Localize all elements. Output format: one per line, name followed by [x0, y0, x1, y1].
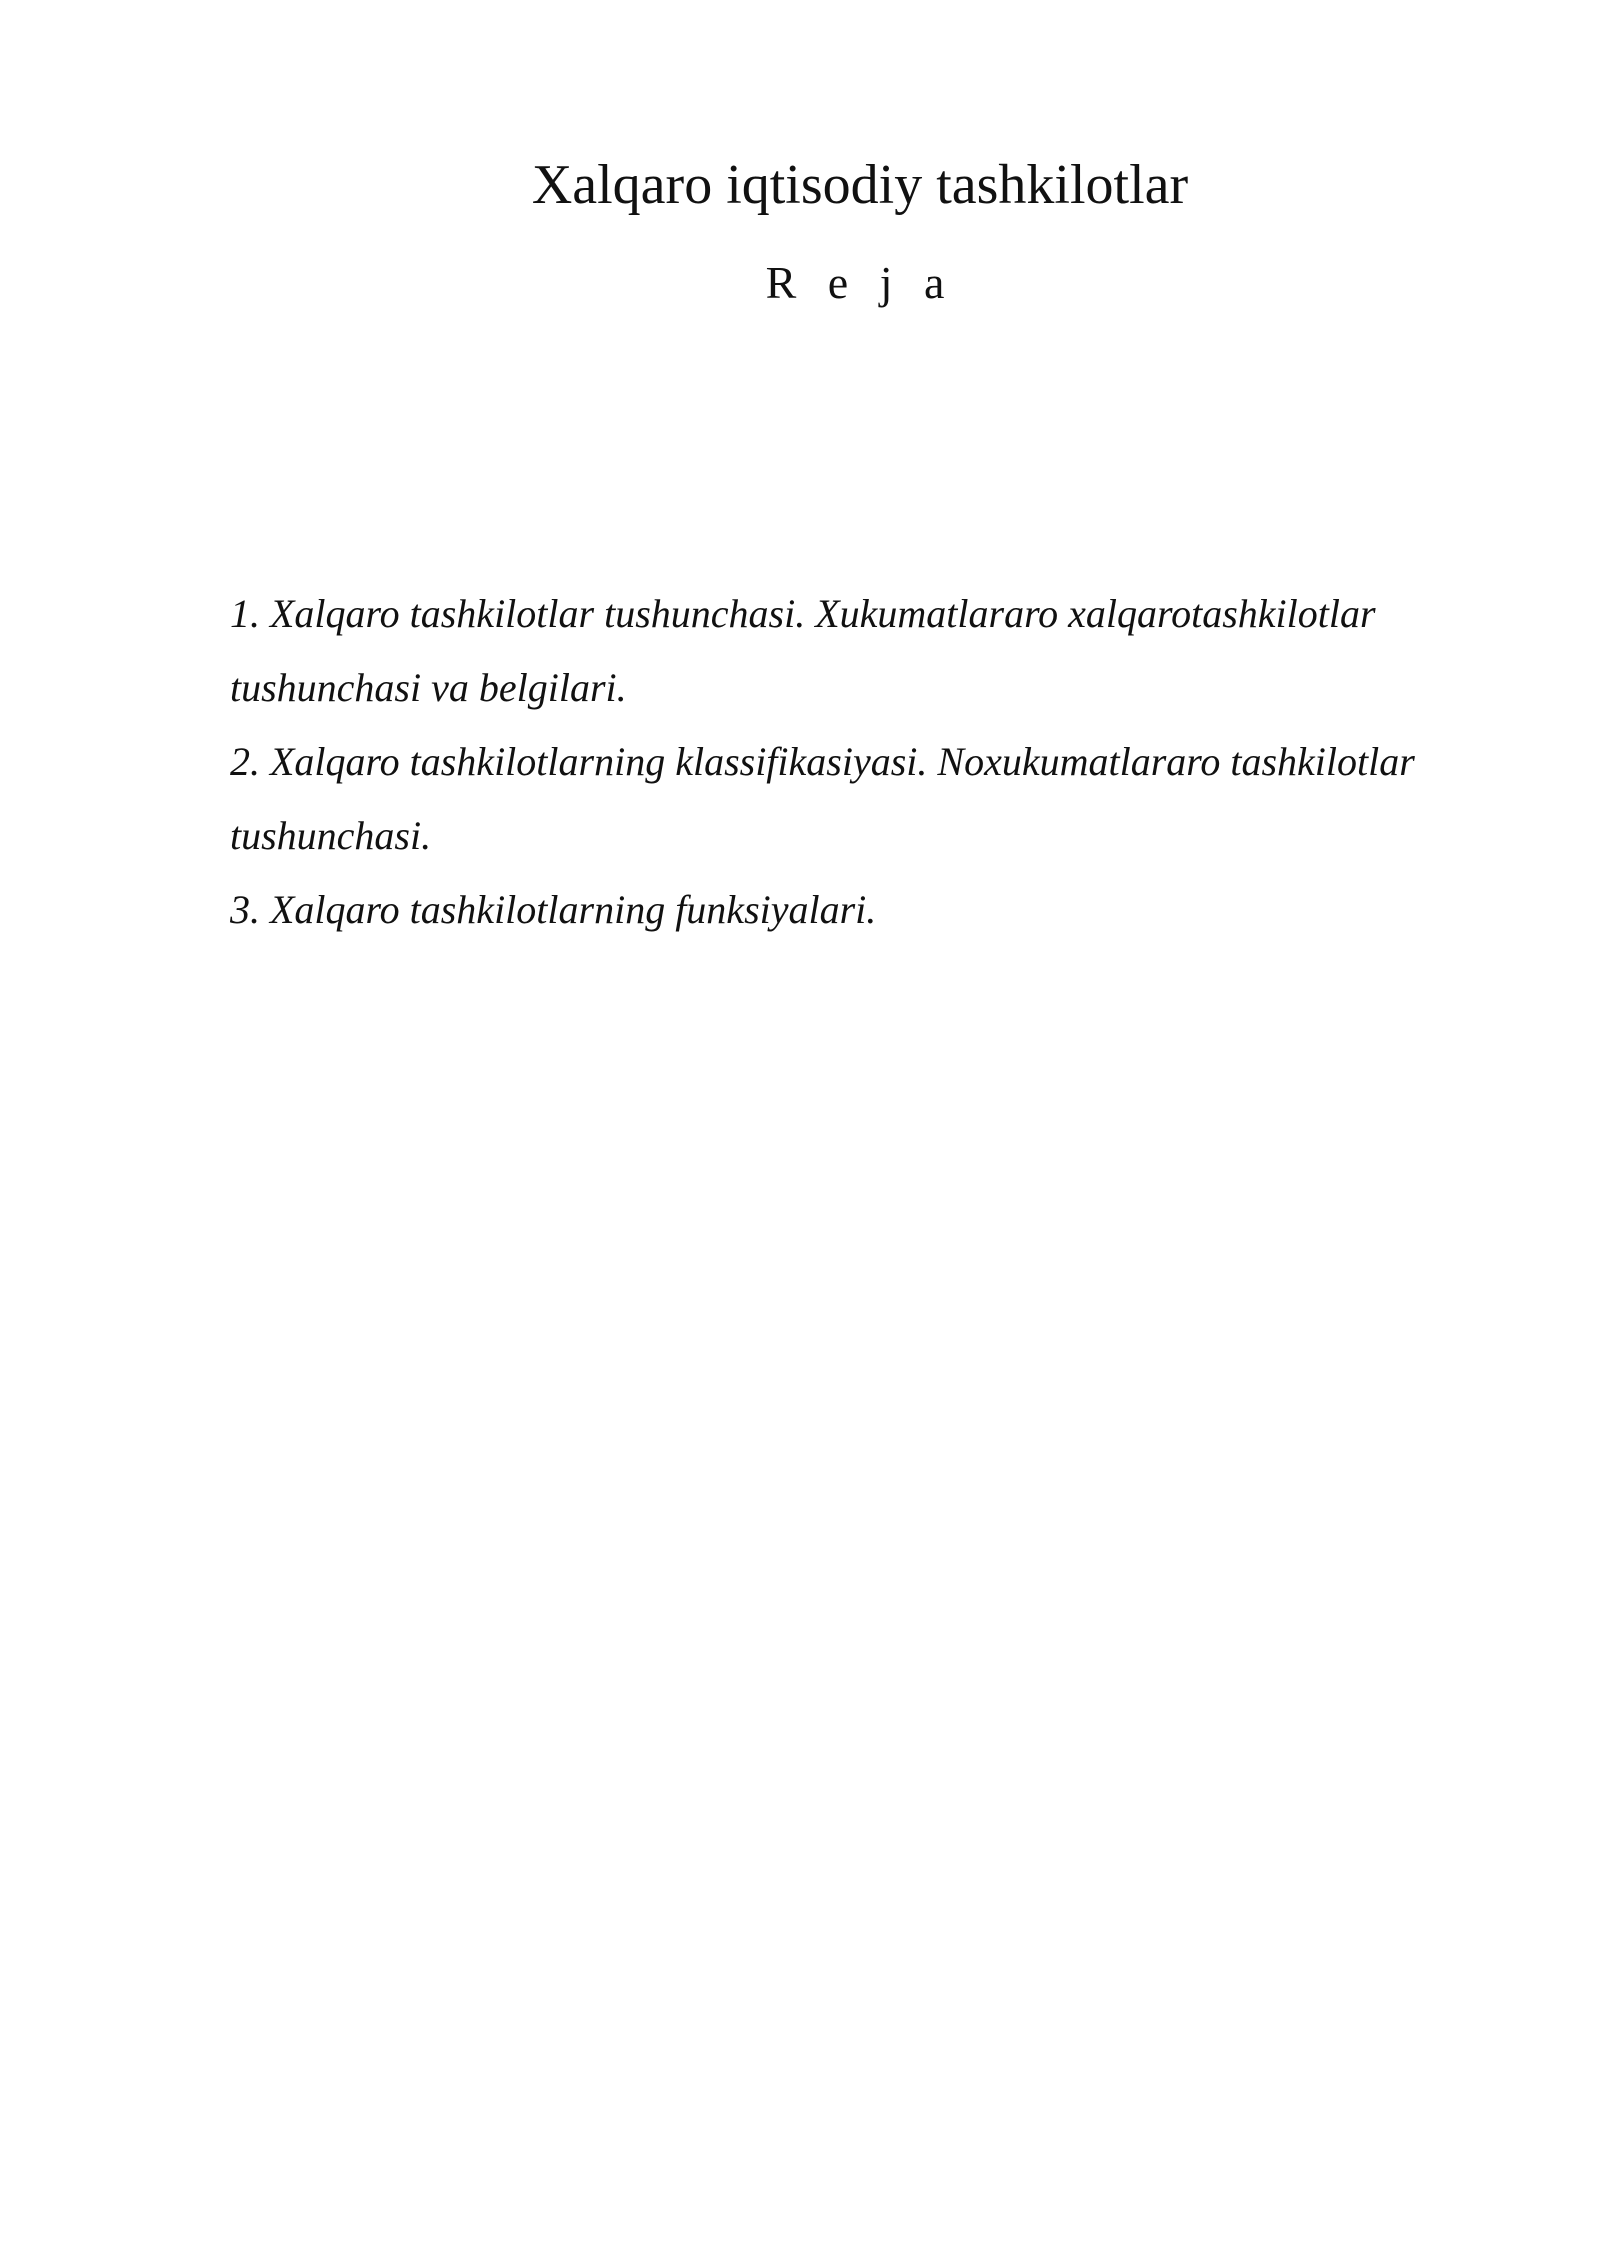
plan-item-3: 3. Xalqaro tashkilotlarning funksiyalari. [230, 887, 877, 932]
plan-item-2: 2. Xalqaro tashkilotlarning klassifikasiyasi. Noxukumatlararo tashkilotlar tushunchasi. [230, 739, 1415, 858]
plan-heading: R e j a [765, 257, 955, 308]
plan-list [230, 577, 1520, 947]
document-title: Xalqaro iqtisodiy tashkilotlar [531, 154, 1189, 216]
plan-item-1: 1. Xalqaro tashkilotlar tushunchasi. Xukumatlararo xalqarotashkilotlar tushunchasi va belgilari. [230, 591, 1376, 710]
